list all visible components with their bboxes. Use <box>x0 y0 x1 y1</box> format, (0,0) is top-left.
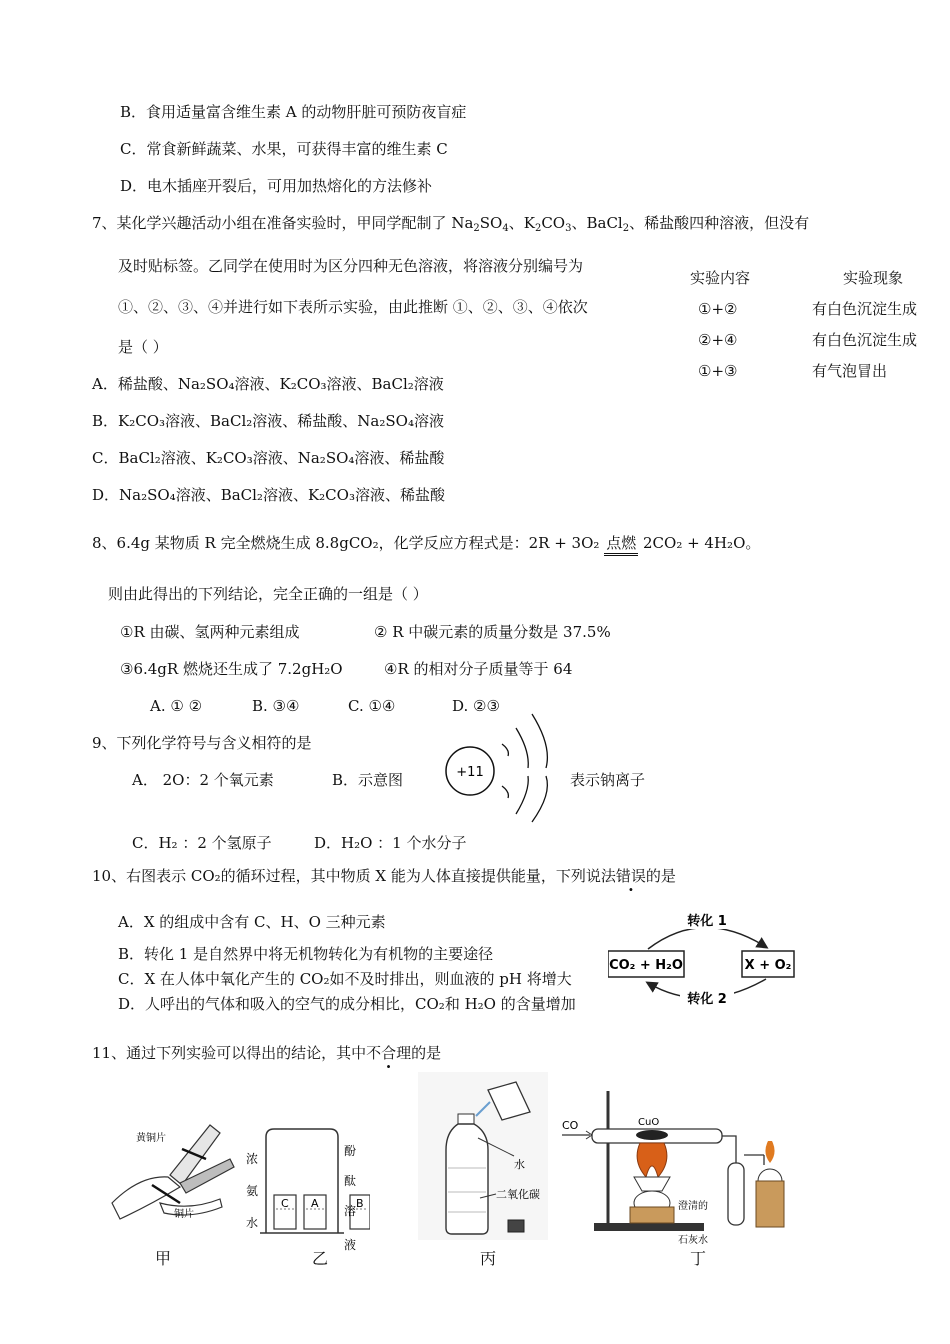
svg-text:酚: 酚 <box>344 1144 357 1158</box>
conversion-1-arrow <box>648 927 766 949</box>
co2-cycle-diagram <box>608 905 800 1009</box>
q8-option-a: A. ① ② <box>150 697 203 715</box>
product-label: X + O₂ <box>744 958 792 973</box>
water-label: 水 <box>514 1158 525 1171</box>
q9-stem: 9、下列化学符号与含义相符的是 <box>92 734 312 752</box>
table-cell: ①+② <box>698 300 738 318</box>
q7-stem-line3: ①、②、③、④并进行如下表所示实验，由此推断 ①、②、③、④依次 <box>118 298 588 316</box>
caption-ding: 丁 <box>690 1249 707 1268</box>
copper-label: 铜片 <box>174 1209 194 1220</box>
q9-option-b: B．示意图 <box>332 771 404 789</box>
experiment-jia-figure <box>110 1115 240 1225</box>
q9-option-a: A． 2O：2 个氧元素 <box>132 771 274 789</box>
svg-text:溶: 溶 <box>344 1204 357 1218</box>
emphasis-text: 错误 <box>615 867 646 885</box>
burner-flame <box>765 1141 774 1163</box>
q9-option-b-meaning: 表示钠离子 <box>570 771 646 789</box>
co2-label: 二氧化碳 <box>496 1188 540 1201</box>
q7-option-c: C．BaCl₂溶液、K₂CO₃溶液、Na₂SO₄溶液、稀盐酸 <box>92 449 445 467</box>
nucleus-charge: +11 <box>456 765 484 780</box>
q8-stem-line2: 则由此得出的下列结论，完全正确的一组是（ ） <box>108 585 428 603</box>
bottle-cap <box>508 1220 524 1232</box>
q8-option-d: D. ②③ <box>452 697 500 715</box>
limewater-label-1: 澄清的 <box>678 1201 708 1212</box>
table-cell: 有白色沉淀生成 <box>812 331 918 349</box>
table-header-result: 实验现象 <box>843 269 904 287</box>
svg-text:C: C <box>281 1197 289 1210</box>
reactant-label: CO₂ + H₂O <box>609 958 683 973</box>
q6-option-c: C．常食新鲜蔬菜、水果，可获得丰富的维生素 C <box>120 140 448 158</box>
conversion-2-label: 转化 2 <box>687 992 727 1007</box>
q8-stem: 8、6.4g 某物质 R 完全燃烧生成 8.8gCO₂，化学反应方程式是：2R + 3O₂ 点燃 2CO₂ + 4H₂O。 <box>92 527 760 556</box>
brass-label: 黄铜片 <box>136 1133 166 1144</box>
q6-option-d: D．电木插座开裂后，可用加热熔化的方法修补 <box>120 177 433 195</box>
q8-statement-2: ② R 中碳元素的质量分数是 37.5% <box>374 623 611 641</box>
limewater-label-2: 石灰水 <box>678 1235 708 1245</box>
q10-option-a: A．X 的组成中含有 C、H、O 三种元素 <box>118 913 386 931</box>
sodium-ion-diagram <box>440 706 560 824</box>
experiment-yi-figure <box>240 1125 370 1255</box>
co-label: CO <box>562 1119 579 1132</box>
reaction-condition: 点燃 <box>604 533 638 556</box>
caption-bing: 丙 <box>480 1249 497 1268</box>
emphasis-text: 不合理 <box>366 1044 412 1062</box>
table-header-content: 实验内容 <box>690 269 751 287</box>
q10-option-c: C．X 在人体中氧化产生的 CO₂如不及时排出，则血液的 pH 将增大 <box>118 970 572 988</box>
q8-option-c: C. ①④ <box>348 697 396 715</box>
caption-yi: 乙 <box>312 1249 329 1268</box>
q8-option-b: B. ③④ <box>252 697 300 715</box>
q9-option-d: D．H₂O ：1 个水分子 <box>314 834 467 852</box>
svg-text:水: 水 <box>246 1216 259 1230</box>
q7-stem-line4: 是（ ） <box>118 338 168 356</box>
caption-jia: 甲 <box>155 1249 172 1268</box>
svg-text:B: B <box>356 1197 364 1210</box>
copper-oxide <box>636 1130 668 1140</box>
experiment-bing-figure <box>418 1072 548 1240</box>
svg-text:酞: 酞 <box>344 1174 357 1188</box>
table-cell: ①+③ <box>698 362 738 380</box>
svg-text:浓: 浓 <box>246 1152 259 1166</box>
q11-stem: 11、通过下列实验可以得出的结论，其中不合理的是 <box>92 1044 442 1062</box>
svg-text:氨: 氨 <box>246 1184 259 1198</box>
cuo-label: CuO <box>638 1117 660 1128</box>
q7-option-a: A．稀盐酸、Na₂SO₄溶液、K₂CO₃溶液、BaCl₂溶液 <box>92 375 444 393</box>
q10-option-d: D．人呼出的气体和吸入的空气的成分相比，CO₂和 H₂O 的含量增加 <box>118 995 576 1013</box>
bell-jar <box>266 1129 338 1233</box>
q8-statement-3: ③6.4gR 燃烧还生成了 7.2gH₂O <box>120 660 343 678</box>
svg-text:A: A <box>311 1197 319 1210</box>
table-cell: 有白色沉淀生成 <box>812 300 918 318</box>
svg-text:液: 液 <box>344 1238 357 1252</box>
q10-stem: 10、右图表示 CO₂的循环过程，其中物质 X 能为人体直接提供能量，下列说法错误的是 <box>92 867 676 885</box>
q7-stem-line1: 7、某化学兴趣活动小组在准备实验时，甲同学配制了 $Na_2SO_4$、$K_2CO_3$、BaCl$_2$、稀盐酸四种溶液，但没有 <box>92 214 810 234</box>
q8-statement-4: ④R 的相对分子质量等于 64 <box>384 660 573 678</box>
table-cell: ②+④ <box>698 331 738 349</box>
test-tube <box>728 1163 744 1225</box>
q7-option-b: B．K₂CO₃溶液、BaCl₂溶液、稀盐酸、Na₂SO₄溶液 <box>92 412 444 430</box>
table-cell: 有气泡冒出 <box>812 362 888 380</box>
conversion-1-label: 转化 1 <box>687 914 727 929</box>
q7-stem-line2: 及时贴标签。乙同学在使用时为区分四种无色溶液，将溶液分别编号为 <box>118 257 584 275</box>
flame <box>637 1143 667 1177</box>
q6-option-b: B．食用适量富含维生素 A 的动物肝脏可预防夜盲症 <box>120 103 467 121</box>
q9-option-c: C．H₂ ：2 个氢原子 <box>132 834 272 852</box>
q10-option-b: B．转化 1 是自然界中将无机物转化为有机物的主要途径 <box>118 945 494 963</box>
q7-option-d: D．Na₂SO₄溶液、BaCl₂溶液、K₂CO₃溶液、稀盐酸 <box>92 486 445 504</box>
plastic-bottle <box>446 1124 488 1234</box>
experiment-ding-figure <box>558 1085 798 1245</box>
q8-statement-1: ①R 由碳、氢两种元素组成 <box>120 623 300 641</box>
